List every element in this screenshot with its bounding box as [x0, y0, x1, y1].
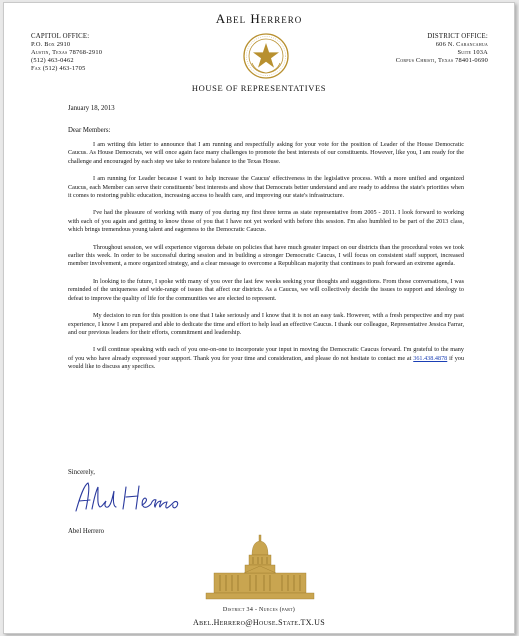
salutation: Dear Members:: [68, 127, 111, 134]
closing: Sincerely,: [68, 469, 95, 476]
handwritten-signature: [68, 477, 198, 519]
body-paragraph: In looking to the future, I spoke with many of you over the last few weeks seeking your thoughts and suggestions. From those conversations, I was reminded of the uniqueness and wide-range of issues that affect our districts. As a Caucus, we will collectively decide the issues to support and ideology to defeat to improve the quality of life for the communities we are elected to represent.: [68, 277, 464, 302]
last-paragraph-end: if you would like to discuss any specifics.: [68, 354, 464, 371]
district-label: District 34 - Nueces (part): [222, 607, 296, 613]
capitol-office-line: (512) 463-0462: [31, 57, 74, 64]
signer-name: Abel Herrero: [68, 528, 105, 535]
letterhead-name: Abel Herrero: [215, 11, 303, 26]
capitol-office-line: P.O. Box 2910: [31, 41, 71, 48]
body-paragraph: Throughout session, we will experience vigorous debate on policies that have much greater impact on our districts than the procedural votes we took earlier this week. In order to be successful during session and in building a stronger Democratic Caucus, I will focus on consistent staff support, increased member involvement, a more organized strategy, and a clear message to overcome a Republican majority that continues to push forward an extreme agenda.: [68, 243, 464, 268]
capitol-building-icon: [200, 533, 320, 603]
body-paragraph: I am running for Leader because I want to help increase the Caucus' effectiveness in the legislative process. With a more unified and organized Caucus, each Member can serve their constituents' best interests and show that Democrats better understand and are ready to address the state's priorities when it comes to restoring public education, increasing access to health care, and improving our state's infrastructure.: [68, 175, 464, 200]
body-paragraph: I've had the pleasure of working with many of you during my first three terms as state representative from 2005 - 2011. I look forward to working with each of you again and getting to know those of you that I have not yet worked with before this session. I'm also humbled to be part of the 2013 class, which brings tremendous young talent and eagerness to the Democratic Caucus.: [68, 209, 464, 234]
capitol-office-heading: CAPITOL OFFICE:: [31, 33, 90, 40]
chamber-name: HOUSE OF REPRESENTATIVES: [191, 83, 327, 93]
texas-state-seal-icon: [243, 33, 289, 79]
district-office-address: [396, 33, 488, 65]
capitol-office-line: Fax (512) 463-1705: [31, 65, 86, 72]
capitol-office-line: Austin, Texas 78768-2910: [31, 49, 103, 56]
body-paragraph: My decision to run for this position is one that I take seriously and I know that it is not an easy task. However, with a fresh perspective and my past experience, I know I am prepared and able to dedicate the time and effort to help lead an effective Caucus. I thank our colleague, Representative Jessica Farrar, and our previous leaders for their efforts, commitment and leadership.: [68, 312, 464, 336]
letter-page: [3, 2, 515, 634]
district-office-heading: DISTRICT OFFICE:: [427, 33, 488, 40]
capitol-office-address: [31, 33, 102, 73]
body-paragraph-last: [68, 346, 464, 371]
last-paragraph-text: I will continue speaking with each of you one-on-one to incorporate your input in moving the Democratic Caucus forward. I'm grateful to the many of you who have already expressed your support. Thank you for your time and consideration, and please do not hesitate to contact me at: [68, 346, 464, 362]
email-address: Abel.Herrero@House.State.TX.US: [193, 618, 325, 627]
district-office-line: 606 N. Carancahua: [435, 41, 488, 48]
letter-body: [68, 141, 464, 381]
district-office-line: Corpus Christi, Texas 78401-0690: [395, 57, 488, 64]
body-paragraph: I am writing this letter to announce that I am running and respectfully asking for your vote for the position of Leader of the House Democratic Caucus. As House Democrats, we will once again face many challenges to promote the best interests of our constituents. However, like you, I am ready for the challenge and encouraged by each step we take to restore balance to the Texas House.: [68, 141, 464, 165]
letter-date: January 18, 2013: [68, 105, 115, 112]
phone-link[interactable]: 361.438.4878: [413, 354, 448, 362]
district-office-line: Suite 103A: [457, 49, 488, 56]
